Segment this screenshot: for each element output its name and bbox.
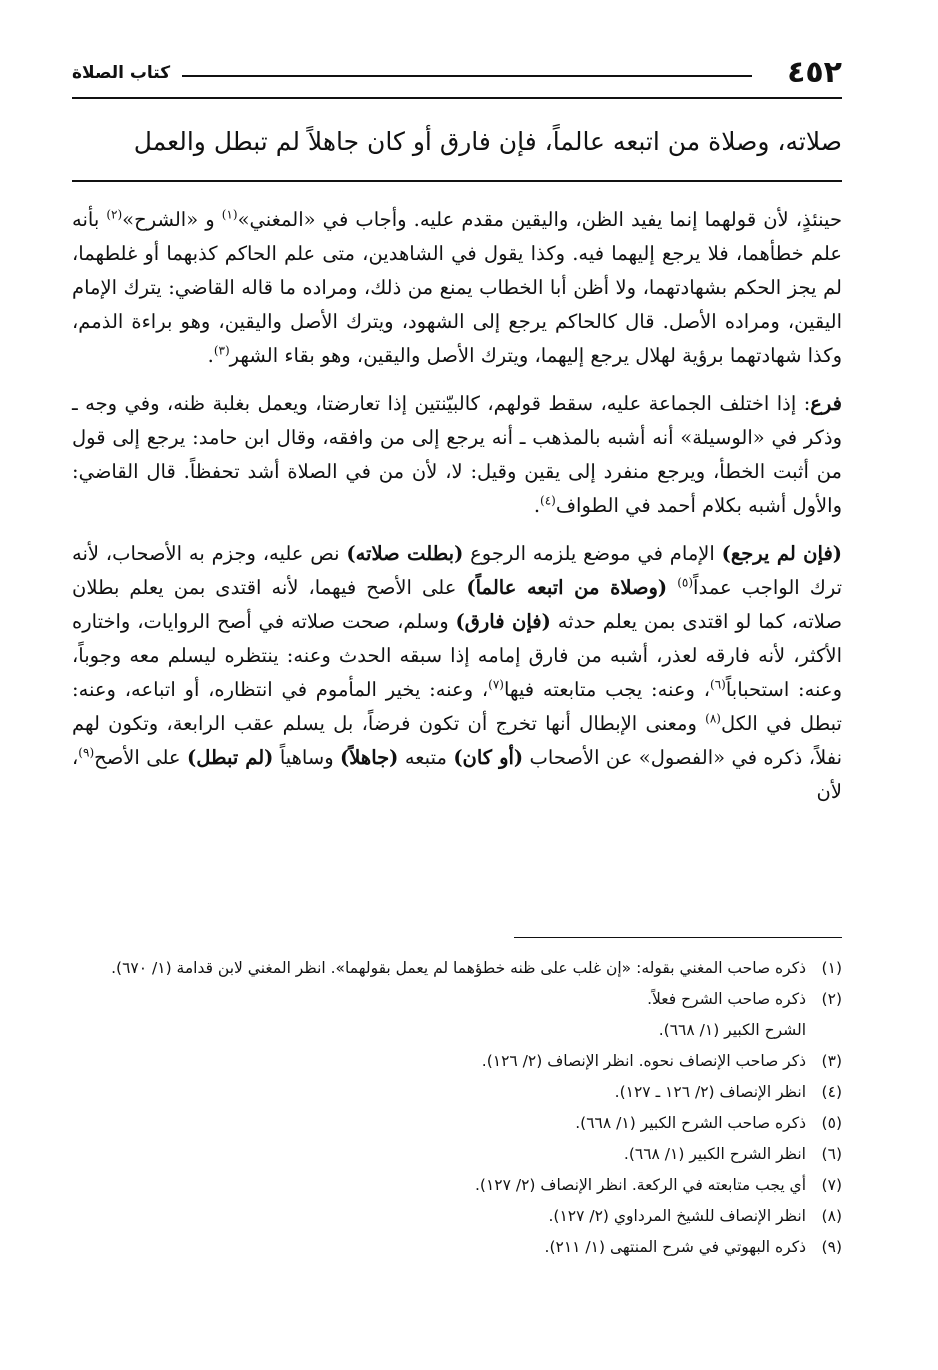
page-header (72, 55, 842, 99)
text-run: و «الشرح» (122, 208, 222, 231)
bold-quote: (بطلت صلاته) (346, 542, 464, 565)
footnote-ref[interactable]: (٨) (705, 711, 721, 726)
footnote-continuation: الشرح الكبير (١/ ٦٦٨). (658, 1021, 806, 1039)
header-rule (182, 75, 752, 77)
text-run: ومعنى الإبطال أنها تخرج أن تكون فرضاً، بل يسلم عقب الرابعة، وتكون لهم نفلاً، ذكره في «الفصول» عن الأصحاب (72, 712, 842, 769)
footnote-number: (٥) (821, 1114, 842, 1132)
text-run: بأنه علم خطأهما، فلا يرجع إليهما فيه. وكذا يقول في الشاهدين، متى علم الحاكم كذبهما أو غلطهما، لم يجز الحكم بشهادتهما، ولا أظن أبا الخطاب يمنع من ذلك، ومراده ما قاله القاضي: يترك الإمام اليقين، ومراده الأصل. قال كالحاكم يرجع إلى الشهود، ويترك الأصل واليقين، وهو براءة الذمم، وكذا شهادتهما برؤية لهلال يرجع إليهما، ويترك الأصل واليقين، وهو بقاء الشهر (72, 208, 842, 367)
text-run: . (207, 344, 214, 367)
bold-quote: (أو كان) (453, 746, 524, 769)
text-run: الإمام في موضع يلزمه الرجوع (463, 542, 722, 565)
footnote (72, 1046, 842, 1077)
text-run: متبعه (398, 746, 454, 769)
commentary-paragraph-1 (72, 203, 842, 373)
footnote-number: (٣) (821, 1052, 842, 1070)
text-run: ، لأن (72, 746, 842, 803)
footnote-text: ذكره صاحب الشرح فعلاً. (647, 990, 806, 1008)
footnotes (72, 953, 842, 1263)
footnote-text: ذكر صاحب الإنصاف نحوه. انظر الإنصاف (٢/ ١٢٦). (481, 1052, 806, 1070)
commentary (72, 203, 842, 823)
bold-quote: (فإن لم يرجع) (721, 542, 842, 565)
text-run: وساهياً (273, 746, 341, 769)
footnote-text: أي يجب متابعته في الركعة. انظر الإنصاف (٢/ ١٢٧). (474, 1176, 806, 1194)
footnote (72, 1170, 842, 1201)
footnote-number: (٨) (821, 1207, 842, 1225)
footnote-ref[interactable]: (٩) (78, 745, 95, 760)
text-run: : إذا اختلف الجماعة عليه، سقط قولهم، كالبيّنتين إذا تعارضتا، ويعمل بغلبة ظنه، وفي وجه ـ وذكر في «الوسيلة» أنه أشبه بالمذهب ـ أنه يرجع إلى من وافقه، وقال ابن حامد: يرجع إلى قول من أثبت الخطأ، ويرجع منفرد إلى يقين وقيل: لا، لأن من في الصلاة أشد تحفظاً. قال القاضي: والأول أشبه بكلام أحمد في الطواف (72, 392, 842, 517)
text-run: ، وعنه: يجب متابعته فيها (503, 678, 711, 701)
footnote (72, 1108, 842, 1139)
text-run: . (533, 494, 541, 517)
footnote-number: (٩) (821, 1238, 842, 1256)
commentary-paragraph-3 (72, 537, 842, 809)
footnote-ref[interactable]: (٢) (106, 207, 123, 222)
footnote-text: ذكره صاحب الشرح الكبير (١/ ٦٦٨). (575, 1114, 806, 1132)
main-text-line: صلاته، وصلاة من اتبعه عالماً، فإن فارق أو كان جاهلاً لم تبطل والعمل (133, 127, 842, 156)
footnote-number: (٧) (821, 1176, 842, 1194)
running-title: كتاب الصلاة (72, 63, 171, 83)
footnote-number: (٢) (821, 990, 842, 1008)
bold-heading: فرع (810, 392, 842, 415)
page-number: ٤٥٢ (787, 55, 842, 90)
commentary-paragraph-2 (72, 387, 842, 523)
footnote-ref[interactable]: (٣) (213, 343, 230, 358)
text-run: على الأصح فيهما، لأنه اقتدى بمن يعلم بطلان صلاته، كما لو اقتدى بمن يعلم حدثه (72, 576, 842, 633)
bold-quote: (وصلاة من اتبعه عالماً) (466, 576, 668, 599)
footnote-text: انظر الشرح الكبير (١/ ٦٦٨). (623, 1145, 806, 1163)
bold-quote: (فإن فارق) (455, 610, 551, 633)
footnote (72, 1139, 842, 1170)
footnote-separator (514, 937, 842, 938)
footnote-ref[interactable]: (٤) (540, 493, 556, 508)
text-run (667, 576, 677, 599)
footnote-number: (١) (821, 959, 842, 977)
footnote-ref[interactable]: (١) (221, 207, 238, 222)
footnote-number: (٦) (821, 1145, 842, 1163)
main-text-separator (72, 180, 842, 182)
footnote-text: انظر الإنصاف (٢/ ١٢٦ ـ ١٢٧). (614, 1083, 806, 1101)
bold-quote: (جاهلاً) (340, 746, 399, 769)
text-run: حينئذٍ، لأن قولهما إنما يفيد الظن، واليقين مقدم عليه. وأجاب في «المغني» (237, 208, 842, 231)
footnote (72, 1201, 842, 1232)
text-run: وسلم، صحت صلاته في أصح الروايات، واختاره الأكثر، لأنه فارقه لعذر، أشبه من فارق إمامه إذا سبقه الحدث وعنه: ينتظره ليسلم معه وجوباً، وعنه: استحباباً (72, 610, 842, 701)
footnote-ref[interactable]: (٧) (488, 677, 504, 692)
footnote (72, 1077, 842, 1108)
book-page (72, 55, 842, 1355)
footnote-ref[interactable]: (٦) (710, 677, 726, 692)
footnote-number: (٤) (821, 1083, 842, 1101)
footnote-text: انظر الإنصاف للشيخ المرداوي (٢/ ١٢٧). (548, 1207, 806, 1225)
footnote (72, 953, 842, 984)
footnote-text: ذكره البهوتي في شرح المنتهى (١/ ٢١١). (544, 1238, 806, 1256)
footnote-text: ذكره صاحب المغني بقوله: «إن غلب على ظنه خطؤهما لم يعمل بقولهما». انظر المغني لابن قدامة (١/ ٦٧٠). (111, 959, 806, 977)
text-run: على الأصح (94, 746, 187, 769)
footnote (72, 984, 842, 1015)
text-run: نص عليه، وجزم به الأصحاب، لأنه ترك الواجب عمداً (72, 542, 843, 599)
text-run: ، وعنه: يخير المأموم في انتظاره، أو اتباعه، وعنه: تبطل في الكل (72, 678, 842, 735)
footnote-ref[interactable]: (٥) (677, 575, 694, 590)
bold-quote: (لم تبطل) (186, 746, 274, 769)
footnote (72, 1232, 842, 1263)
